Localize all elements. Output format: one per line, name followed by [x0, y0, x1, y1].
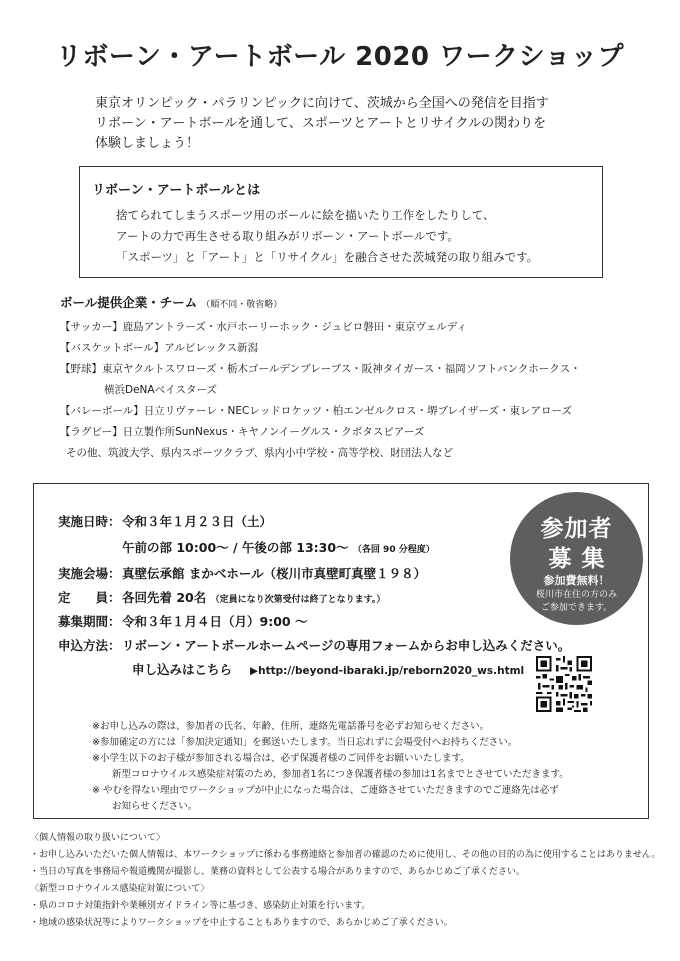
apply-url-link[interactable]: ▶http://beyond-ibaraki.jp/reborn2020_ws.html — [250, 665, 525, 677]
event-time — [122, 538, 435, 556]
sponsor-row-baseball: 【野球】東京ヤクルトスワローズ・栃木ゴールデンブレーブス・阪神タイガース・福岡ソフトバンクホークス・ — [60, 363, 581, 375]
privacy-heading: 〈個人情報の取り扱いについて〉 — [30, 833, 165, 843]
covid-heading: 〈新型コロナウイルス感染症対策について〉 — [30, 884, 210, 894]
sponsor-row-soccer: 【サッカー】鹿島アントラーズ・水戸ホーリーホック・ジュビロ磐田・東京ヴェルディ — [60, 321, 467, 333]
event-method-value: リボーン・アートボールホームページの専用フォームからお申し込みください。 — [122, 638, 571, 653]
about-line: 捨てられてしまうスポーツ用のボールに絵を描いたり工作をしたりして、 — [116, 208, 495, 222]
event-capacity-value: 各回先着 20名 — [122, 590, 207, 605]
badge-line-4 — [510, 589, 643, 615]
sponsor-heading-text: ボール提供企業・チーム — [60, 295, 198, 310]
badge-line-4a: 桜川市在住の方のみ — [535, 590, 617, 600]
notes-list — [92, 719, 642, 815]
about-line: アートの力で再生させる取り組みがリボーン・アートボールです。 — [116, 229, 459, 243]
apply-label: 申し込みはこちら — [132, 662, 233, 677]
event-period-value: 令和３年１月４日（月）9:00 ～ — [122, 614, 308, 629]
page-title: リボーン・アートボール 2020 ワークショップ — [55, 42, 625, 72]
sponsor-row-baseball-cont: 横浜DeNAベイスターズ — [104, 384, 217, 396]
event-venue-label: 実施会場： — [58, 566, 121, 581]
sponsor-heading — [60, 293, 660, 311]
event-date-label: 実施日時： — [58, 514, 121, 529]
note-item: ※ やむを得ない理由でワークショップが中止になった場合は、ご連絡させていただきますのでご連絡先は必ず — [92, 785, 559, 796]
sponsor-row-basketball: 【バスケットボール】アルビレックス新潟 — [60, 342, 259, 354]
event-period-label: 募集期間： — [58, 614, 121, 629]
privacy-item: ・お申し込みいただいた個人情報は、本ワークショップに係わる事務連絡と参加者の確認のために使用し、その他の目的の為に使用することはありません。 — [30, 850, 661, 860]
note-item: ※お申し込みの際は、参加者の氏名、年齢、住所、連絡先電話番号を必ずお知らせください。 — [92, 721, 490, 732]
event-date — [58, 512, 272, 530]
badge-line-4b: ご参加できます。 — [540, 603, 613, 613]
event-venue-value: 真壁伝承館 まかべホール（桜川市真壁町真壁１９８） — [122, 566, 427, 581]
note-item: ※小学生以下のお子様が参加される場合は、必ず保護者様のご同伴をお願いいたします。 — [92, 753, 470, 764]
event-method-label: 申込方法： — [58, 638, 121, 653]
about-description — [116, 205, 538, 268]
event-capacity-label: 定 員： — [58, 590, 121, 605]
intro-line: 体験しましょう！ — [95, 136, 200, 151]
sponsor-row-volleyball: 【バレーボール】日立リヴァーレ・NECレッドロケッツ・柏エンゼルクロス・堺ブレイザーズ・東レアローズ — [60, 405, 572, 417]
note-item: お知らせください。 — [112, 801, 198, 812]
privacy-section — [30, 830, 660, 932]
event-info-box — [33, 483, 649, 819]
recruit-badge — [510, 492, 643, 625]
badge-line-2: 募集 — [548, 546, 615, 572]
event-venue — [58, 564, 426, 582]
about-heading: リボーン・アートボールとは — [92, 183, 261, 198]
event-time-note: （各回 90 分程度） — [352, 545, 435, 555]
event-period — [58, 612, 307, 630]
apply-link-row — [132, 660, 524, 678]
badge-line-3: 参加費無料！ — [543, 574, 610, 587]
event-capacity — [58, 588, 385, 606]
event-method — [58, 636, 570, 654]
intro-line: リボーン・アートボールを通して、スポーツとアートとリサイクルの関わりを — [95, 116, 547, 131]
intro-line: 東京オリンピック・パラリンピックに向けて、茨城から全国への発信を目指す — [95, 96, 549, 111]
covid-item: ・地域の感染状況等によりワークショップを中止することもありますので、あらかじめご了承ください。 — [30, 918, 453, 928]
badge-line-1: 参加者 — [540, 516, 613, 542]
about-box — [79, 166, 603, 278]
sponsor-row-rugby: 【ラグビー】日立製作所SunNexus・キヤノンイーグルス・クボタスピアーズ — [60, 426, 425, 438]
event-capacity-note: （定員になり次第受付は終了となります。） — [210, 595, 386, 605]
event-date-value: 令和３年１月２３日（土） — [122, 514, 273, 529]
event-time-value: 午前の部 10:00～ / 午後の部 13:30～ — [122, 540, 349, 555]
privacy-item: ・当日の写真を事務局や報道機関が撮影し、業務の資料として公表する場合がありますので、あらかじめご了承ください。 — [30, 867, 525, 877]
note-item: ※参加確定の方には「参加決定通知」を郵送いたします。当日忘れずに会場受付へお持ちください。 — [92, 737, 518, 748]
sponsor-list — [60, 293, 660, 464]
sponsor-heading-note: （順不同・敬省略） — [201, 300, 283, 310]
note-item: 新型コロナウイルス感染症対策のため、参加者1名につき保護者様の参加は1名までとさせていただきます。 — [112, 769, 569, 780]
intro-text — [95, 94, 615, 154]
sponsor-row-other: その他、筑波大学、県内スポーツクラブ、県内小中学校・高等学校、財団法人など — [66, 447, 454, 459]
qr-code-icon[interactable] — [536, 656, 592, 712]
about-line: 「スポーツ」と「アート」と「リサイクル」を融合させた茨城発の取り組みです。 — [116, 250, 539, 264]
covid-item: ・県のコロナ対策指針や業種別ガイドライン等に基づき、感染防止対策を行います。 — [30, 901, 371, 911]
